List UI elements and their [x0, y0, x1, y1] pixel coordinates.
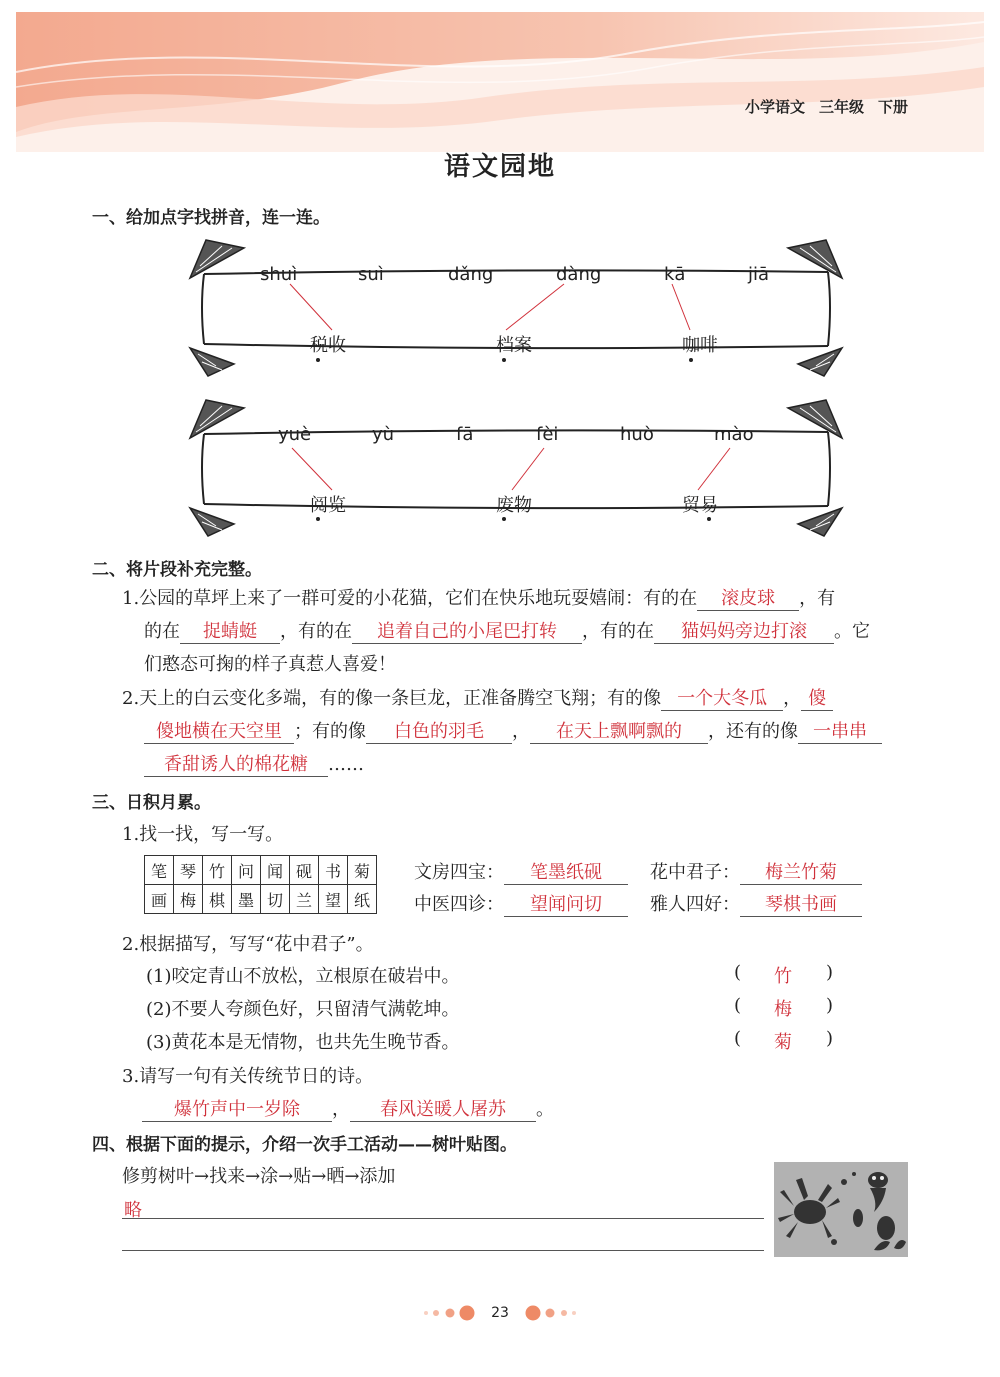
section2-heading: 二、将片段补充完整。	[92, 560, 262, 580]
paren-left: (	[734, 1028, 742, 1049]
q2-item-2: (2)不要人夸颜色好，只留清气满乾坤。	[146, 999, 460, 1020]
emphasis-dot	[502, 358, 506, 362]
item-huazhong: 花中君子： 梅兰竹菊	[650, 858, 862, 885]
grid-cell: 纸	[348, 885, 377, 914]
paragraph-1: 1.公园的草坪上来了一群可爱的小花猫，它们在快乐地玩耍嬉闹：有的在 滚皮球 ，有 的在 捉蜻蜓 ，有的在 追着自己的小尾巴打转 ，有的在 猫妈妈旁边打滚 。它 们憨态可掬的样子真惹人喜爱！	[122, 588, 870, 675]
grid-cell: 琴	[174, 856, 203, 885]
emphasis-dot	[316, 517, 320, 521]
grid-cell: 竹	[203, 856, 232, 885]
emphasis-dot	[316, 358, 320, 362]
grid-cell: 望	[319, 885, 348, 914]
pinyin-huo: huò	[620, 424, 654, 445]
grid-cell: 书	[319, 856, 348, 885]
word-shuishou: 税收	[310, 335, 346, 356]
word-maoyi: 贸易	[682, 495, 718, 516]
answer-field[interactable]: 追着自己的小尾巴打转	[352, 621, 582, 644]
steps-text: 修剪树叶→找来→涂→贴→晒→添加	[122, 1166, 396, 1187]
section1-heading: 一、给加点字找拼音，连一连。	[92, 208, 330, 228]
pinyin-ka: kā	[664, 264, 686, 285]
answer-field[interactable]: 在天上飘啊飘的	[530, 721, 708, 744]
paren-left: (	[734, 962, 742, 983]
emphasis-dot	[502, 517, 506, 521]
paragraph-2: 2.天上的白云变化多端，有的像一条巨龙，正准备腾空飞翔；有的像 一个大冬瓜 ， 傻 傻地横在天空里 ；有的像 白色的羽毛 ， 在天上飘啊飘的 ，还有的像 一串串 香甜诱人的棉花糖 ……	[122, 682, 922, 781]
page-title: 语文园地	[443, 152, 556, 182]
word-yuelan: 阅览	[310, 495, 346, 516]
paren-right: )	[826, 995, 834, 1016]
answer-field[interactable]: 滚皮球	[697, 588, 799, 611]
header-band	[16, 12, 984, 152]
section3-heading: 三、日积月累。	[92, 793, 211, 813]
answer-field[interactable]: 笔墨纸砚	[504, 862, 628, 885]
header-info	[731, 96, 908, 117]
paren-right: )	[826, 1028, 834, 1049]
scroll-frame-1	[186, 236, 846, 382]
leaf-collage-image	[774, 1162, 908, 1257]
answer-field[interactable]: 一个大冬瓜	[661, 688, 783, 711]
scroll-frame-2	[186, 396, 846, 542]
pinyin-shui: shuì	[260, 264, 298, 285]
grid-cell: 兰	[290, 885, 319, 914]
item-yaren: 雅人四好： 琴棋书画	[650, 890, 862, 917]
answer-field[interactable]: 菊	[774, 1032, 792, 1053]
answer-field[interactable]: 香甜诱人的棉花糖	[144, 754, 328, 777]
page-number: 23	[491, 1305, 509, 1321]
answer-field[interactable]: 猫妈妈旁边打滚	[654, 621, 834, 644]
grid-cell: 墨	[232, 885, 261, 914]
answer-field[interactable]: 梅兰竹菊	[740, 862, 862, 885]
grid-cell: 切	[261, 885, 290, 914]
answer-field[interactable]: 梅	[774, 999, 792, 1020]
grid-cell: 砚	[290, 856, 319, 885]
word-kafei: 咖啡	[682, 335, 718, 356]
grid-cell: 闻	[261, 856, 290, 885]
q3-answer-line: 爆竹声中一岁除 ， 春风送暖人屠苏 。	[142, 1095, 554, 1122]
grid-cell: 棋	[203, 885, 232, 914]
grid-cell: 画	[145, 885, 174, 914]
q2-item-3: (3)黄花本是无情物，也共先生晚节香。	[146, 1032, 460, 1053]
answer-field[interactable]: 一串串	[798, 721, 882, 744]
paren-left: (	[734, 995, 742, 1016]
grid-cell: 问	[232, 856, 261, 885]
pinyin-yue: yuè	[278, 424, 312, 445]
volume-label: 下册	[877, 98, 908, 116]
q1-label: 1.找一找，写一写。	[122, 824, 284, 845]
item-zhongyi: 中医四诊： 望闻问切	[414, 890, 628, 917]
answer-field[interactable]: 竹	[774, 966, 792, 987]
writing-line[interactable]	[122, 1218, 764, 1219]
item-wenfang: 文房四宝： 笔墨纸砚	[414, 858, 628, 885]
q3-label: 3.请写一句有关传统节日的诗。	[122, 1066, 374, 1087]
section4-heading: 四、根据下面的提示，介绍一次手工活动——树叶贴图。	[92, 1135, 517, 1155]
writing-line[interactable]	[122, 1250, 764, 1251]
paren-right: )	[826, 962, 834, 983]
answer-text[interactable]: 略	[124, 1200, 142, 1221]
emphasis-dot	[707, 517, 711, 521]
emphasis-dot	[689, 358, 693, 362]
q2-item-1: (1)咬定青山不放松，立根原在破岩中。	[146, 966, 460, 987]
pinyin-dang3: dǎng	[448, 264, 494, 285]
grid-cell: 梅	[174, 885, 203, 914]
answer-field[interactable]: 捉蜻蜓	[180, 621, 280, 644]
word-feiwu: 废物	[496, 495, 532, 516]
pinyin-fa: fā	[456, 424, 474, 445]
pinyin-dang4: dàng	[556, 264, 602, 285]
pinyin-mao: mào	[714, 424, 754, 445]
answer-field[interactable]: 春风送暖人屠苏	[350, 1099, 536, 1122]
character-grid	[144, 855, 377, 914]
word-dangan: 档案	[496, 335, 532, 356]
q2-label: 2.根据描写，写写“花中君子”。	[122, 934, 374, 955]
pinyin-jia: jiā	[748, 264, 770, 285]
pinyin-fei: fèi	[536, 424, 559, 445]
subject-label: 小学语文	[744, 98, 805, 116]
pinyin-yu: yù	[372, 424, 395, 445]
answer-field[interactable]: 傻	[801, 688, 833, 711]
grid-cell: 笔	[145, 856, 174, 885]
answer-field[interactable]: 傻地横在天空里	[144, 721, 294, 744]
answer-field[interactable]: 望闻问切	[504, 894, 628, 917]
pinyin-sui: suì	[358, 264, 384, 285]
grade-label: 三年级	[818, 98, 864, 116]
grid-cell: 菊	[348, 856, 377, 885]
answer-field[interactable]: 琴棋书画	[740, 894, 862, 917]
answer-field[interactable]: 爆竹声中一岁除	[142, 1099, 332, 1122]
answer-field[interactable]: 白色的羽毛	[366, 721, 512, 744]
